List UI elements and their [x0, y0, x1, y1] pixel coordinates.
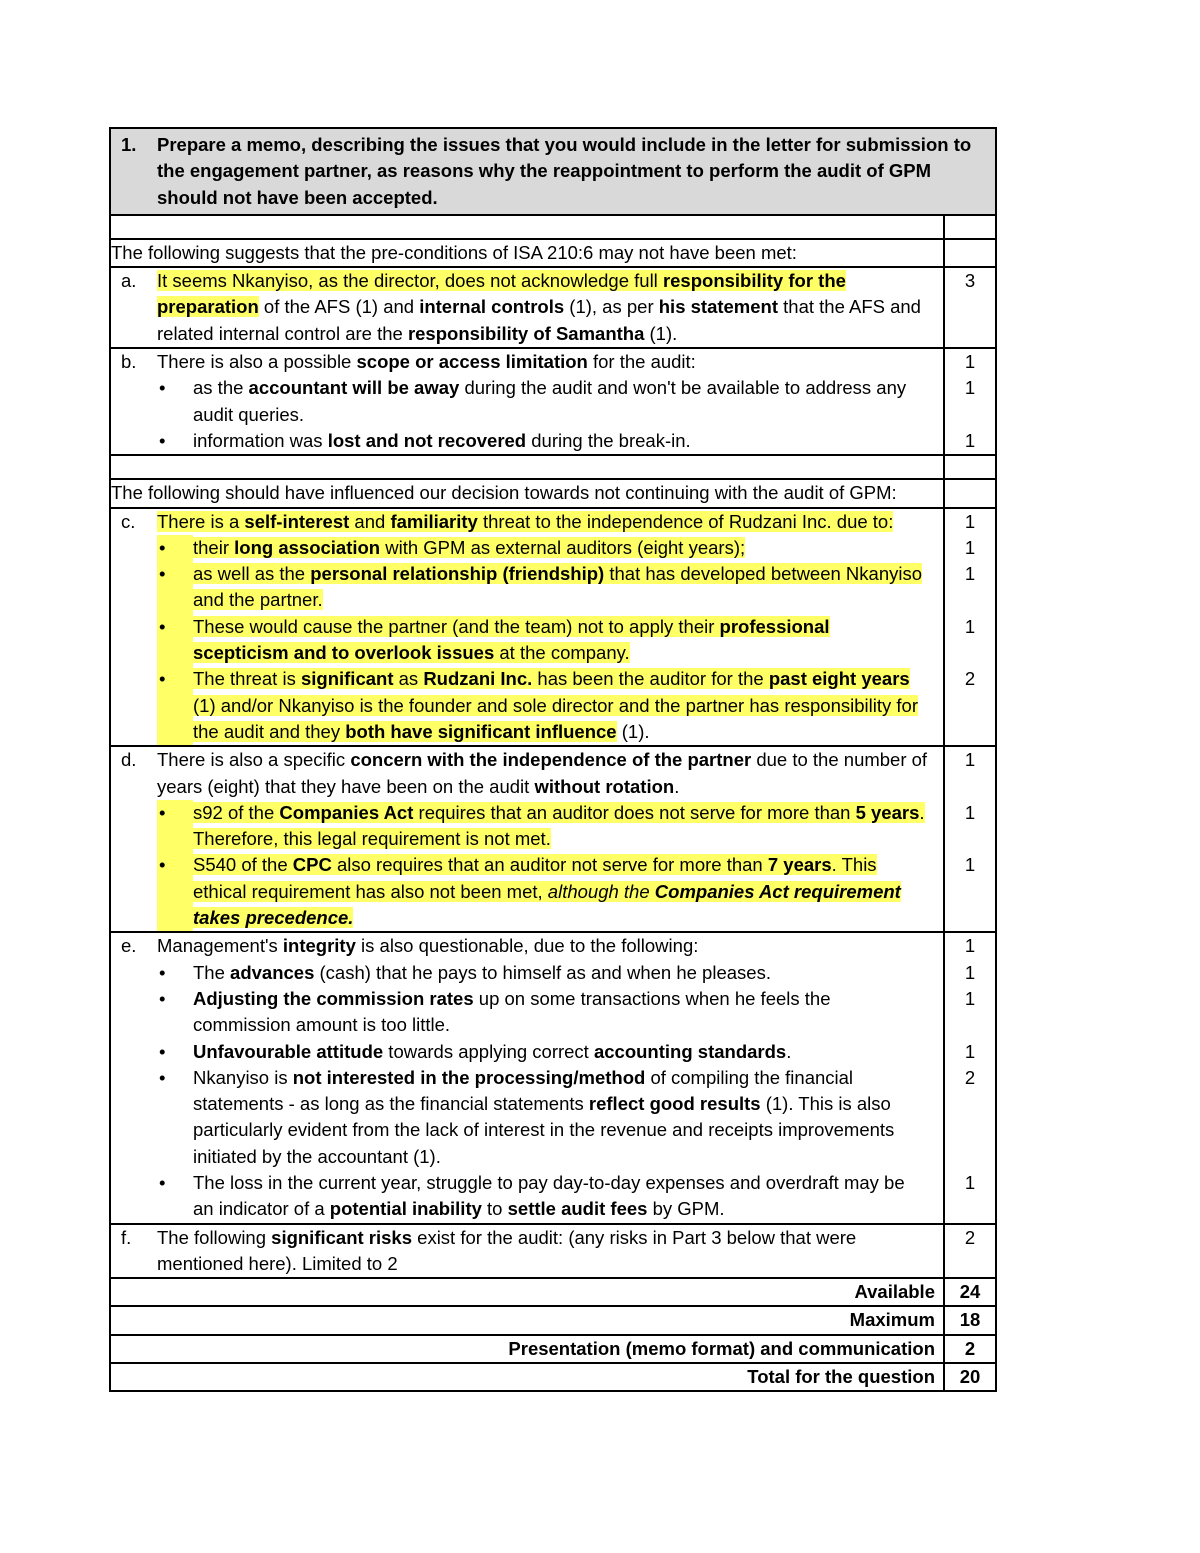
bullet-icon: • — [159, 1171, 166, 1193]
item-text-b: There is also a possible scope or access limitation for the audit: — [157, 351, 696, 373]
marks-b: 1 1 1 — [944, 348, 996, 455]
bullet-icon: • — [159, 1040, 166, 1062]
total-row-presentation — [110, 1335, 996, 1363]
bullet-item: • The loss in the current year, struggle to pay day-to-day expenses and overdraft may be an indicator of a potential inability to settle audit fees by GPM. — [157, 1170, 935, 1223]
marks-c: 1 1 1 1 2 — [944, 508, 996, 747]
question-header-row — [110, 128, 996, 215]
item-row-e — [110, 932, 996, 1223]
bullet-item: • as well as the personal relationship (friendship) that has developed between Nkanyiso and the partner. — [157, 561, 935, 614]
bullet-icon: • — [157, 535, 193, 561]
item-label-e: e. — [121, 935, 137, 957]
item-text-e: Management's integrity is also questionable, due to the following: — [157, 935, 699, 957]
question-text: Prepare a memo, describing the issues that you would include in the letter for submission to the engagement partner, as reasons why the reappointment to perform the audit of GPM should not have been accepted. — [157, 134, 972, 208]
total-row-maximum — [110, 1306, 996, 1334]
intro-preconditions: The following suggests that the pre-conditions of ISA 210:6 may not have been met: — [110, 239, 944, 267]
empty-row — [110, 455, 996, 479]
bullet-item: • S540 of the CPC also requires that an auditor not serve for more than 7 years. This ethical requirement has also not been met, although the Companies Act requirement takes precedence. — [157, 852, 935, 931]
bullet-icon: • — [159, 377, 166, 399]
bullet-item: • Unfavourable attitude towards applying correct accounting standards. — [157, 1039, 935, 1065]
bullet-icon: • — [159, 429, 166, 451]
bullet-icon: • — [157, 666, 193, 745]
item-text-a: It seems Nkanyiso, as the director, does not acknowledge full responsibility for the preparation of the AFS (1) and internal controls (1), as per his statement that the AFS and related internal control are the responsibility of Samantha (1). — [157, 270, 921, 344]
item-row-f — [110, 1224, 996, 1279]
item-label-d: d. — [121, 749, 137, 771]
bullet-item: • as the accountant will be away during the audit and won't be available to address any audit queries. — [157, 375, 935, 428]
item-label-a: a. — [121, 270, 137, 292]
bullet-icon: • — [159, 987, 166, 1009]
bullet-item: • The threat is significant as Rudzani Inc. has been the auditor for the past eight years (1) and/or Nkanyiso is the founder and sole director and the partner has responsibility for the audit and they both have significant influence (1). — [157, 666, 935, 745]
intro-decision: The following should have influenced our decision towards not continuing with the audit of GPM: — [110, 479, 944, 507]
item-row-a — [110, 267, 996, 348]
question-number: 1. — [121, 134, 137, 155]
bullet-icon: • — [157, 852, 193, 931]
bullet-icon: • — [157, 561, 193, 614]
bullet-icon: • — [159, 1066, 166, 1088]
bullet-item: • Adjusting the commission rates up on some transactions when he feels the commission amount is too little. — [157, 986, 935, 1039]
empty-row — [110, 215, 996, 239]
question-header — [110, 128, 996, 215]
total-value: 24 — [944, 1278, 996, 1306]
memo-marking-table — [109, 127, 997, 1392]
total-value: 20 — [944, 1363, 996, 1391]
item-label-c: c. — [121, 510, 136, 532]
bullet-icon: • — [157, 614, 193, 667]
item-text-c: There is a self-interest and familiarity threat to the independence of Rudzani Inc. due to: — [157, 510, 894, 532]
item-text-d: There is also a specific concern with the independence of the partner due to the number of years (eight) that they have been on the audit without rotation. — [157, 749, 928, 797]
bullet-item: • These would cause the partner (and the team) not to apply their professional scepticism and to overlook issues at the company. — [157, 614, 935, 667]
marks-e: 1 1 1 1 2 1 — [944, 932, 996, 1223]
marks-a: 3 — [944, 267, 996, 348]
total-value: 2 — [944, 1335, 996, 1363]
intro-row-decision — [110, 479, 996, 507]
item-row-d — [110, 746, 996, 932]
marks-f: 2 — [944, 1224, 996, 1279]
item-text-f: The following significant risks exist for the audit: (any risks in Part 3 below that were mentioned here). Limited to 2 — [157, 1226, 857, 1274]
bullet-icon: • — [159, 961, 166, 983]
total-row-question — [110, 1363, 996, 1391]
item-label-f: f. — [121, 1226, 132, 1248]
intro-row-preconditions — [110, 239, 996, 267]
total-label: Presentation (memo format) and communication — [110, 1335, 944, 1363]
total-label: Maximum — [110, 1306, 944, 1334]
bullet-item: • The advances (cash) that he pays to himself as and when he pleases. — [157, 960, 935, 986]
bullet-item: • information was lost and not recovered during the break-in. — [157, 428, 935, 454]
marks-d: 1 1 1 — [944, 746, 996, 932]
total-row-available — [110, 1278, 996, 1306]
total-value: 18 — [944, 1306, 996, 1334]
bullet-item: • Nkanyiso is not interested in the processing/method of compiling the financial statements - as long as the financial statements reflect good results (1). This is also particularly evident from the lack of interest in the revenue and receipts improvements initiated by the accountant (1). — [157, 1065, 935, 1170]
total-label: Available — [110, 1278, 944, 1306]
item-row-c — [110, 508, 996, 747]
bullet-item: • their long association with GPM as external auditors (eight years); — [157, 535, 935, 561]
item-row-b — [110, 348, 996, 455]
item-label-b: b. — [121, 351, 137, 373]
bullet-icon: • — [157, 800, 193, 853]
total-label: Total for the question — [110, 1363, 944, 1391]
bullet-item: • s92 of the Companies Act requires that an auditor does not serve for more than 5 years. Therefore, this legal requirement is not met. — [157, 800, 935, 853]
